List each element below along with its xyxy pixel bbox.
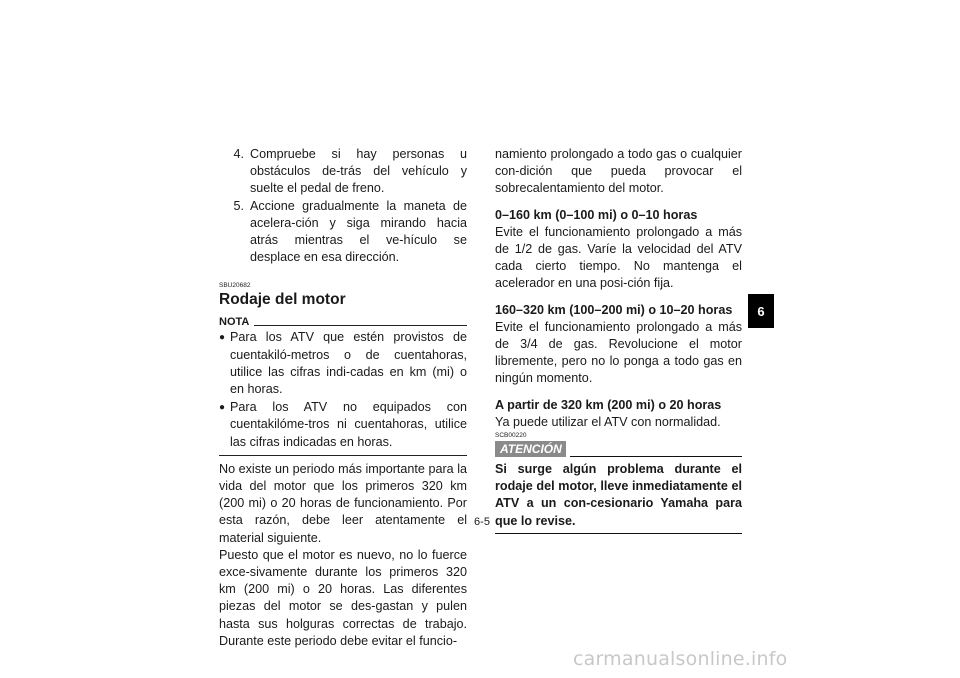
caution-divider <box>570 456 742 457</box>
page-number: 6-5 <box>474 516 490 528</box>
bullet-text: Para los ATV no equipados con cuentakilóme-tros ni cuentahoras, utilice las cifras indicadas en horas. <box>230 400 467 449</box>
caution-header <box>495 441 742 457</box>
nota-label: NOTA <box>219 316 250 329</box>
caution-text: Si surge algún problema durante el rodaje del motor, lleve inmediatamente el ATV a un con-cesionario Yamaha para que lo revise. <box>495 462 742 528</box>
nota-header <box>219 316 467 328</box>
section-code: SBU20682 <box>219 282 251 290</box>
stage-heading: 160–320 km (100–200 mi) o 10–20 horas <box>495 302 733 317</box>
nota-bullet <box>219 399 467 451</box>
caution-code: SCB00220 <box>495 432 527 440</box>
stage-heading: 0–160 km (0–100 mi) o 0–10 horas <box>495 207 698 222</box>
nota-bullet <box>219 329 467 398</box>
stage-text: Evite el funcionamiento prolongado a más de 3/4 de gas. Revolucione el motor libremente, pero no lo ponga a todo gas en ningún momento. <box>495 319 742 386</box>
bullet-icon: ● <box>219 332 226 344</box>
chapter-tab: 6 <box>748 294 774 328</box>
right-column <box>495 146 742 534</box>
caution-badge: ATENCIÓN <box>495 441 566 457</box>
left-column <box>219 146 467 650</box>
continuation-paragraph: namiento prolongado a todo gas o cualquier con-dición que pueda provocar el sobrecalentamiento del motor. <box>495 147 742 196</box>
section-title: Rodaje del motor <box>219 291 346 309</box>
step-text: Accione gradualmente la maneta de acelera-ción y siga mirando hacia atrás mientras el ve-hículo se desplace en esa dirección. <box>250 198 467 265</box>
caution-end-divider <box>495 533 742 534</box>
step-number: 5. <box>233 198 244 213</box>
nota-divider <box>254 325 467 326</box>
nota-end-divider <box>219 455 467 456</box>
stage-text: Ya puede utilizar el ATV con normalidad. <box>495 414 721 429</box>
step-4 <box>219 146 467 198</box>
body-paragraph: No existe un periodo más importante para la vida del motor que los primeros 320 km (200 mi) o 20 horas de funcionamiento. Por esta razón, debe leer atentamente el material siguiente. <box>219 461 467 545</box>
bullet-text: Para los ATV que estén provistos de cuentakiló-metros o de cuentahoras, utilice las cifras indi-cadas en km (mi) o en horas. <box>230 330 467 397</box>
step-text: Compruebe si hay personas u obstáculos de-trás del vehículo y suelte el pedal de freno. <box>250 147 467 196</box>
stage-text: Evite el funcionamiento prolongado a más de 1/2 de gas. Varíe la velocidad del ATV cada cierto tiempo. No mantenga el acelerador en una posi-ción fija. <box>495 224 742 291</box>
step-number: 4. <box>233 147 244 161</box>
watermark: carmanualsonline.info <box>573 648 788 670</box>
step-5 <box>219 198 467 267</box>
body-paragraph: Puesto que el motor es nuevo, no lo fuerce exce-sivamente durante los primeros 320 km (200 mi) o 20 horas. Las diferentes piezas del motor se des-gastan y pulen hasta sus holguras correctas de trabajo. Durante este periodo debe evitar el funcio- <box>219 547 467 648</box>
bullet-icon: ● <box>219 402 226 414</box>
stage-heading: A partir de 320 km (200 mi) o 20 horas <box>495 397 722 412</box>
